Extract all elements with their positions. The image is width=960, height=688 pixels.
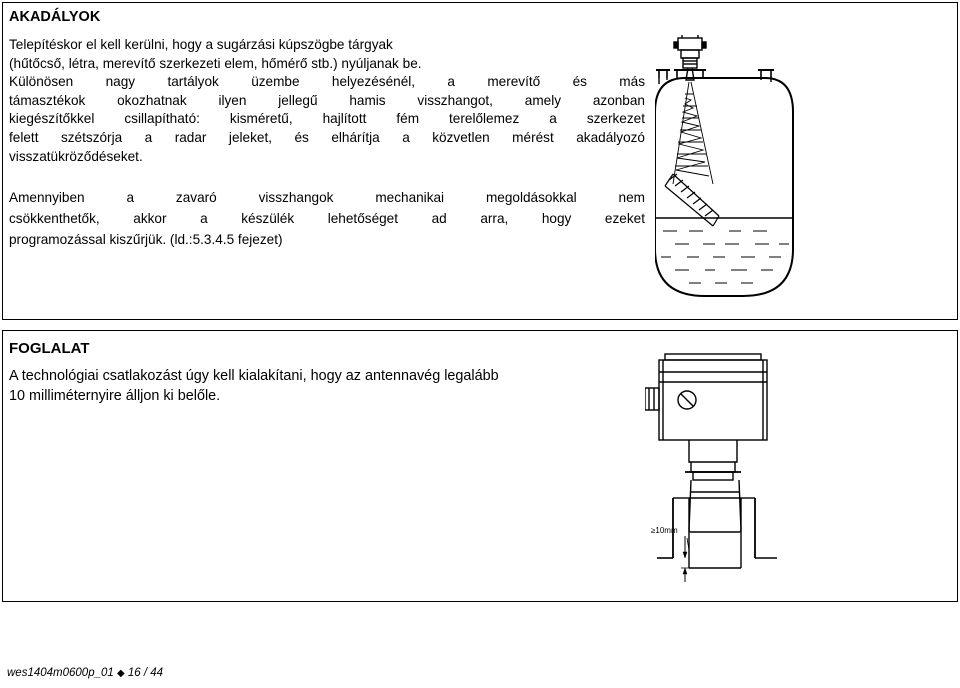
radar-beam bbox=[673, 82, 713, 184]
text-line: visszatükröződéseket. bbox=[9, 148, 143, 164]
text-line: 10 milliméternyire álljon ki belőle. bbox=[9, 388, 221, 404]
text-line: felett szétszórja a radar jeleket, és elhárítja a közvetlen mérést akadályozó bbox=[9, 129, 645, 145]
page-number: 16 / 44 bbox=[127, 667, 164, 679]
tank-dome bbox=[655, 78, 793, 112]
obstacles-paragraph-1 bbox=[9, 36, 645, 166]
liquid-dashes bbox=[661, 231, 789, 283]
socket-paragraph bbox=[9, 366, 609, 406]
antenna-diagram bbox=[645, 352, 805, 592]
socket-heading: FOGLALAT bbox=[9, 340, 90, 357]
text-line: programozással kiszűrjük. (ld.:5.3.4.5 fejezet) bbox=[9, 232, 283, 247]
obstacles-heading: AKADÁLYOK bbox=[9, 9, 101, 25]
text-line: kiegészítőkkel csillapítható: kisméretű, hajlított fém terelőlemez a szerkezet bbox=[9, 111, 645, 127]
tank-diagram bbox=[655, 34, 795, 304]
text-line: Különösen nagy tartályok üzembe helyezésénél, a merevítő és más bbox=[9, 74, 645, 90]
diamond-icon: ◆ bbox=[116, 668, 125, 679]
text-line: csökkenthetők, akkor a készülék lehetőséget ad arra, hogy ezeket bbox=[9, 211, 645, 226]
text-line: Amennyiben a zavaró visszhangok mechanikai megoldásokkal nem bbox=[9, 190, 645, 205]
page-footer bbox=[7, 667, 163, 679]
cable-gland bbox=[645, 388, 659, 410]
text-line: Telepítéskor el kell kerülni, hogy a sugárzási kúpszögbe tárgyak bbox=[9, 37, 393, 52]
sensor-head bbox=[678, 38, 702, 50]
tank-bottom bbox=[655, 249, 793, 296]
document-code: wes1404m0600p_01 bbox=[7, 667, 114, 679]
text-line: A technológiai csatlakozást úgy kell kialakítani, hogy az antennavég legalább bbox=[9, 368, 499, 384]
dimension-label: ≥10mm bbox=[651, 526, 678, 535]
antenna-horn bbox=[689, 480, 741, 532]
obstacles-paragraph-2 bbox=[9, 187, 645, 250]
text-line: támasztékok okozhatnak ilyen jellegű hamis visszhangot, amely azonban bbox=[9, 92, 645, 108]
text-line: (hűtőcső, létra, merevítő szerkezeti elem, hőmérő stb.) nyúljanak be. bbox=[9, 55, 422, 71]
